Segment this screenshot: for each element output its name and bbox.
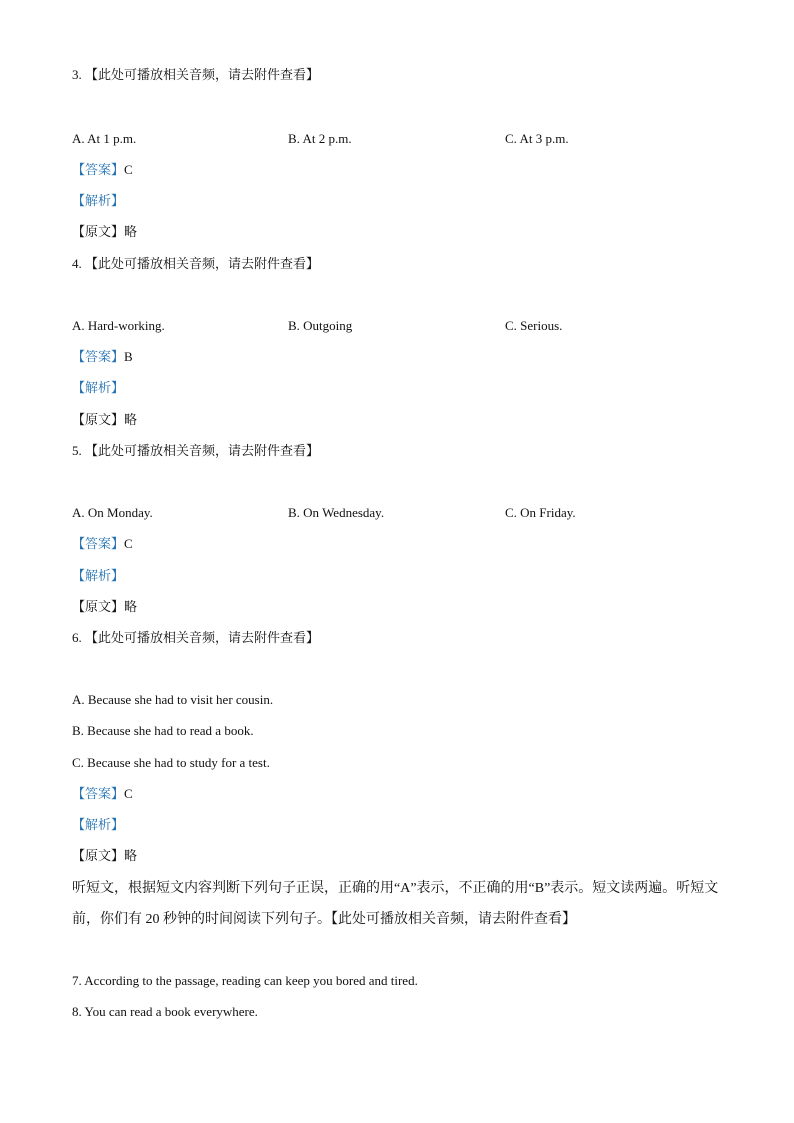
answer-value: B: [124, 349, 133, 364]
analysis-tag: 【解析】: [72, 568, 125, 583]
analysis-tag: 【解析】: [72, 380, 125, 395]
question-5-head: 5. 【此处可播放相关音频，请去附件查看】: [72, 443, 320, 458]
question-5-option-c: C. On Friday.: [505, 505, 576, 520]
original-tag: 【原文】: [72, 848, 125, 863]
original-value: 略: [124, 599, 138, 614]
question-3-head: 3. 【此处可播放相关音频，请去附件查看】: [72, 67, 320, 82]
answer-tag: 【答案】: [72, 536, 125, 551]
question-5-option-a: A. On Monday.: [72, 505, 153, 520]
question-6-answer: [72, 786, 133, 802]
section-instruction: 听短文，根据短文内容判断下列句子正误，正确的用“A”表示，不正确的用“B”表示。短文读两遍。听短文前，你们有 20 秒钟的时间阅读下列句子。【此处可播放相关音频，请去附件查看】: [72, 881, 719, 927]
question-3-option-a: A. At 1 p.m.: [72, 131, 137, 146]
question-3-option-b: B. At 2 p.m.: [288, 131, 352, 146]
question-5-answer: [72, 536, 133, 552]
answer-value: C: [124, 786, 133, 801]
answer-tag: 【答案】: [72, 349, 125, 364]
question-6-original: [72, 848, 137, 864]
original-value: 略: [124, 412, 138, 427]
question-6-head: 6. 【此处可播放相关音频，请去附件查看】: [72, 630, 320, 645]
question-6-option-a: A. Because she had to visit her cousin.: [72, 692, 274, 707]
question-5-original: [72, 599, 137, 615]
question-4-original: [72, 412, 137, 428]
question-4-head: 4. 【此处可播放相关音频，请去附件查看】: [72, 256, 320, 271]
question-3-original: [72, 224, 137, 240]
question-3-option-c: C. At 3 p.m.: [505, 131, 569, 146]
answer-value: C: [124, 536, 133, 551]
question-5-analysis: [72, 568, 124, 584]
original-tag: 【原文】: [72, 412, 125, 427]
question-6-option-b: B. Because she had to read a book.: [72, 723, 254, 738]
original-tag: 【原文】: [72, 224, 125, 239]
question-5-option-b: B. On Wednesday.: [288, 505, 385, 520]
question-4-option-c: C. Serious.: [505, 318, 563, 333]
statement-8: 8. You can read a book everywhere.: [72, 1004, 258, 1019]
answer-value: C: [124, 162, 133, 177]
question-4-answer: [72, 349, 133, 365]
original-value: 略: [124, 848, 138, 863]
original-value: 略: [124, 224, 138, 239]
question-4-option-a: A. Hard-working.: [72, 318, 165, 333]
original-tag: 【原文】: [72, 599, 125, 614]
question-6-analysis: [72, 817, 124, 833]
question-6-option-c: C. Because she had to study for a test.: [72, 755, 270, 770]
question-4-analysis: [72, 380, 124, 396]
analysis-tag: 【解析】: [72, 193, 125, 208]
statement-7: 7. According to the passage, reading can keep you bored and tired.: [72, 973, 418, 988]
question-3-analysis: [72, 193, 124, 209]
answer-tag: 【答案】: [72, 786, 125, 801]
question-3-answer: [72, 162, 133, 178]
analysis-tag: 【解析】: [72, 817, 125, 832]
question-4-option-b: B. Outgoing: [288, 318, 353, 333]
answer-tag: 【答案】: [72, 162, 125, 177]
